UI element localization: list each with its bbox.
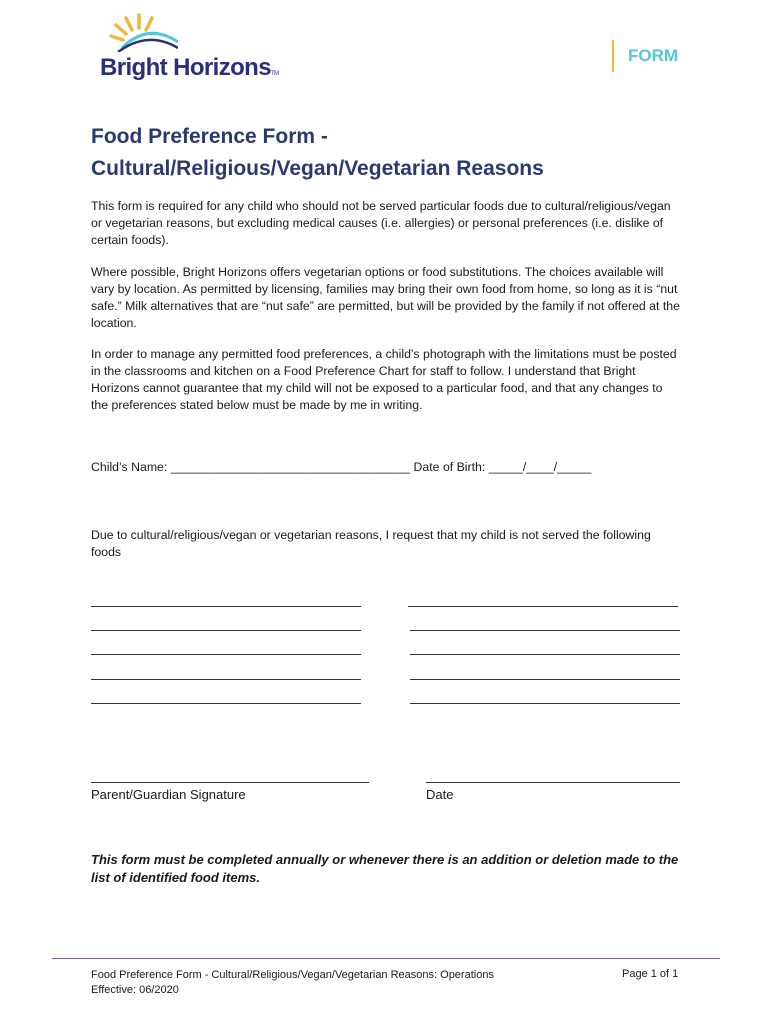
intro-paragraph: This form is required for any child who should not be served particular foods due to cultural/religious/vegan or vegetarian reasons, but excluding medical causes (i.e. allergies) or personal preferences (i.e. dislike of certain foods). <box>91 199 671 247</box>
parent-signature-line[interactable] <box>91 782 369 783</box>
food-line-right-5[interactable] <box>410 703 680 704</box>
food-line-left-2[interactable] <box>91 630 361 631</box>
date-label: Date <box>426 787 454 802</box>
child-name-label: Child’s Name: <box>91 460 168 474</box>
food-line-right-3[interactable] <box>410 654 680 655</box>
page-number: Page 1 of 1 <box>622 968 679 980</box>
footer-effective-date: Effective: 06/2020 <box>91 984 179 996</box>
photo-paragraph: In order to manage any permitted food preferences, a child’s photograph with the limitations must be posted in the classrooms and kitchen on a Food Preference Chart for staff to follow. I understand that Bright Horizons cannot guarantee that my child will not be exposed to a particular food, and that any changes to the preferences stated below must be made by me in writing. <box>91 347 677 412</box>
date-line[interactable] <box>426 782 680 783</box>
footer-divider <box>52 958 720 959</box>
completion-note: This form must be completed annually or whenever there is an addition or deletion made to the list of identified food items. <box>91 852 679 885</box>
dob-label: Date of Birth: <box>413 460 486 474</box>
food-line-left-1[interactable] <box>91 606 361 607</box>
food-line-right-2[interactable] <box>410 630 680 631</box>
footer-doc-title: Food Preference Form - Cultural/Religious/Vegan/Vegetarian Reasons: Operations <box>91 969 494 981</box>
page-title <box>91 121 731 185</box>
child-fields-row <box>91 460 591 474</box>
bright-horizons-logo <box>100 12 280 87</box>
food-line-left-5[interactable] <box>91 703 361 704</box>
parent-signature-label: Parent/Guardian Signature <box>91 787 246 802</box>
child-name-field[interactable]: ___________________________________ <box>170 460 411 474</box>
title-line-1: Food Preference Form - <box>91 125 328 148</box>
food-line-right-4[interactable] <box>410 679 680 680</box>
sunrise-icon <box>108 12 178 52</box>
brand-name <box>100 54 278 82</box>
brand-name-text: Bright Horizons <box>100 54 271 81</box>
trademark: TM <box>271 71 279 77</box>
footer-info <box>91 968 494 998</box>
food-line-left-3[interactable] <box>91 654 361 655</box>
title-line-2: Cultural/Religious/Vegan/Vegetarian Reasons <box>91 157 544 180</box>
dob-field[interactable]: _____/____/_____ <box>488 460 592 474</box>
form-label: FORM <box>612 40 678 72</box>
food-line-right-1[interactable] <box>408 606 678 607</box>
policy-paragraph: Where possible, Bright Horizons offers vegetarian options or food substitutions. The choices available will vary by location. As permitted by licensing, families may bring their own food from home, so long as it is “nut safe.” Milk alternatives that are “nut safe” are permitted, but will be provided by the family if not offered at the location. <box>91 265 680 330</box>
food-line-left-4[interactable] <box>91 679 361 680</box>
request-paragraph: Due to cultural/religious/vegan or vegetarian reasons, I request that my child is not served the following foods <box>91 528 651 559</box>
